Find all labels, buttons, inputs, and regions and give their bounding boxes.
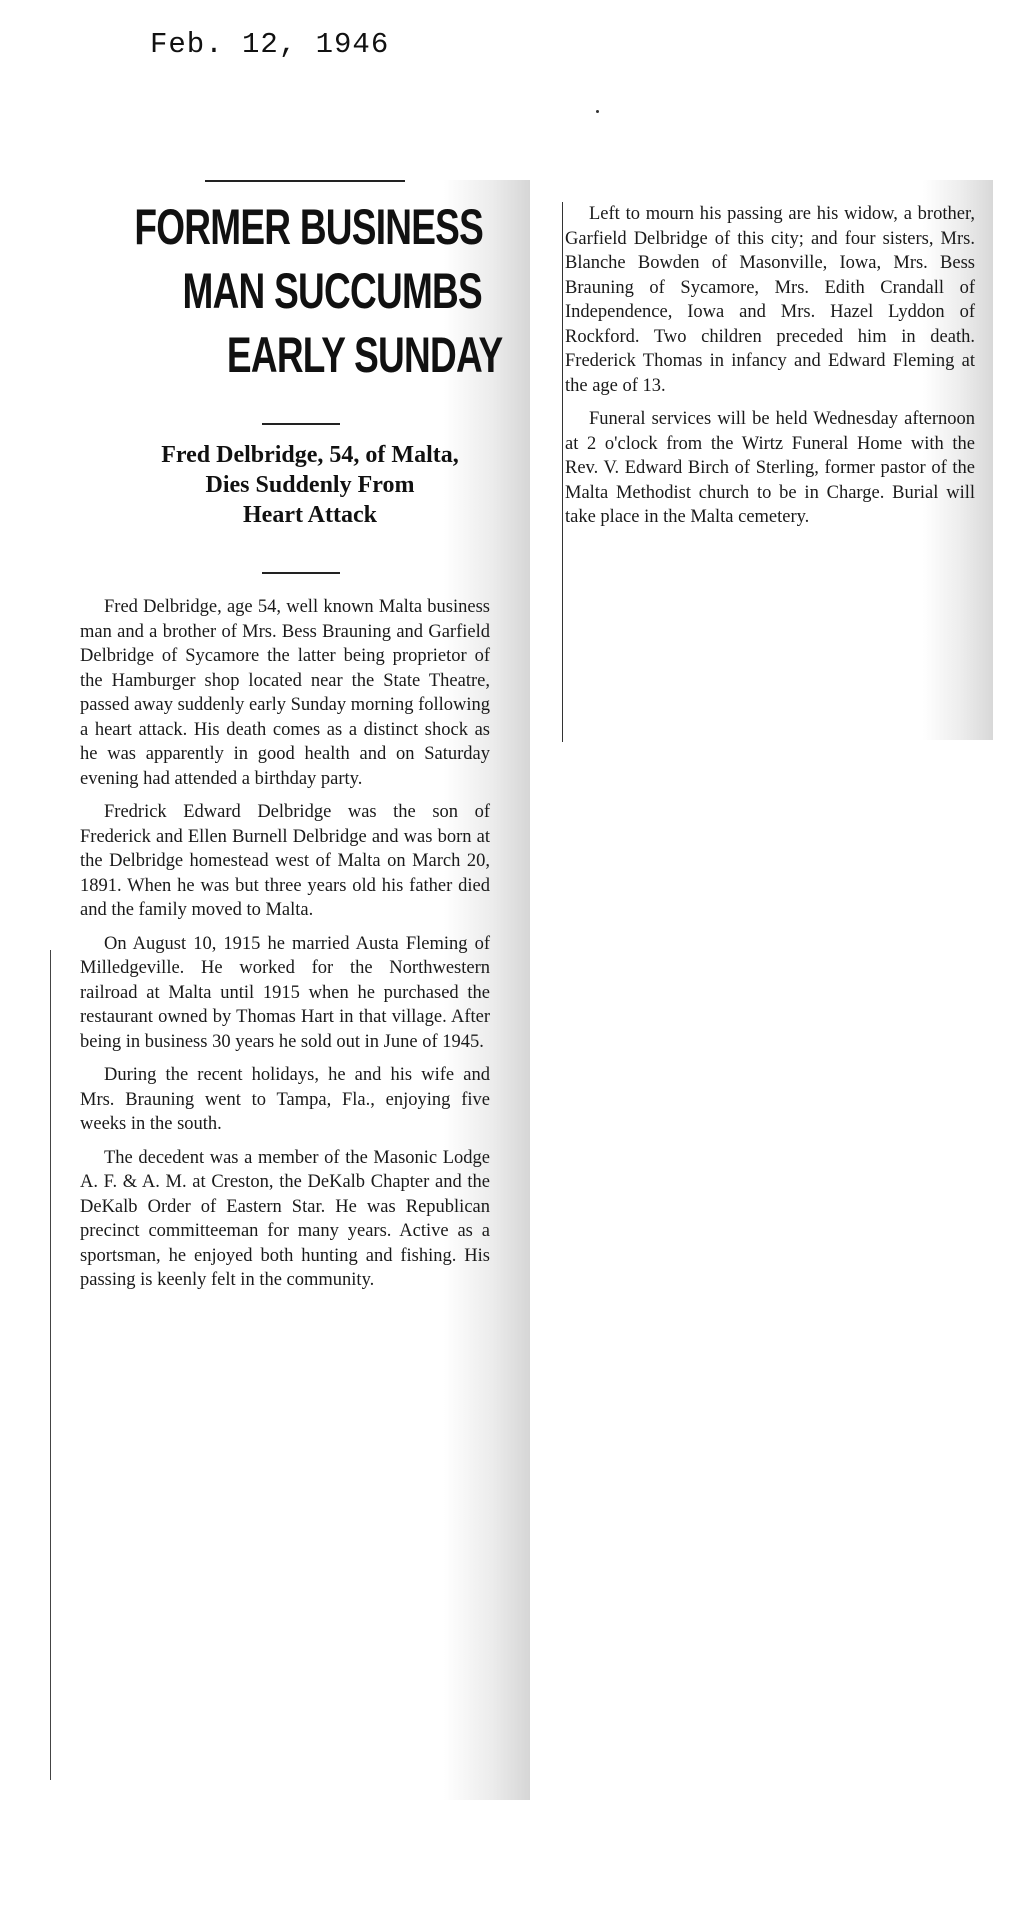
article-paragraph: During the recent holidays, he and his wife and Mrs. Brauning went to Tampa, Fla., enjoying five weeks in the south. <box>80 1065 490 1134</box>
article-paragraph: Funeral services will be held Wednesday afternoon at 2 o'clock from the Wirtz Funeral Home with the Rev. V. Edward Birch of Sterling, former pastor of the Malta Methodist church to be in Charge. Burial will take place in the Malta cemetery. <box>565 409 975 527</box>
subheadline-line: Fred Delbridge, 54, of Malta, <box>161 442 459 468</box>
headline-line: FORMER BUSINESS <box>134 199 484 255</box>
headline-line: MAN SUCCUMBS <box>182 263 482 319</box>
newspaper-clipping <box>50 180 993 1800</box>
subheadline-line: Dies Suddenly From <box>205 472 415 498</box>
article-body-left <box>80 595 490 1302</box>
headline <box>90 195 503 387</box>
subheadline-line: Heart Attack <box>243 502 377 528</box>
subheadline-rule <box>262 572 340 574</box>
top-rule <box>205 180 405 182</box>
article-paragraph: Fred Delbridge, age 54, well known Malta business man and a brother of Mrs. Bess Brauning and Garfield Delbridge of Sycamore the latter being proprietor of the Hamburger shop located near the State Theatre, passed away suddenly early Sunday morning following a heart attack. His death comes as a distinct shock as he was apparently in good health and on Saturday evening had attended a birthday party. <box>80 597 491 789</box>
article-paragraph: The decedent was a member of the Masonic Lodge A. F. & A. M. at Creston, the DeKalb Chapter and the DeKalb Order of Eastern Star. He was Republican precinct committeeman for many years. Active as a sportsman, he enjoyed both hunting and fishing. His passing is keenly felt in the community. <box>80 1147 490 1290</box>
headline-line: EARLY SUNDAY <box>226 327 503 383</box>
article-paragraph: On August 10, 1915 he married Austa Fleming of Milledgeville. He worked for the Northwestern railroad at Malta until 1915 when he purchased the restaurant owned by Thomas Hart in that village. After being in business 30 years he sold out in June of 1945. <box>80 933 490 1052</box>
column-rule <box>562 202 563 742</box>
article-body-right <box>565 202 975 539</box>
article-paragraph: Fredrick Edward Delbridge was the son of Frederick and Ellen Burnell Delbridge and was born at the Delbridge homestead west of Malta on March 20, 1891. When he was but three years old his father died and the family moved to Malta. <box>80 802 490 920</box>
scan-speck <box>596 110 599 113</box>
headline-rule <box>262 423 340 425</box>
left-margin-rule <box>50 950 51 1780</box>
article-paragraph: Left to mourn his passing are his widow, a brother, Garfield Delbridge of this city; and four sisters, Mrs. Blanche Bowden of Masonville, Iowa, Mrs. Bess Brauning of Sycamore, Mrs. Edith Crandall of Independence, Iowa and Mrs. Hazel Lyddon of Rockford. Two children preceded him in death. Frederick Thomas in infancy and Edward Fleming at the age of 13. <box>565 204 975 396</box>
date-stamp: Feb. 12, 1946 <box>150 28 390 61</box>
subheadline <box>100 440 520 530</box>
